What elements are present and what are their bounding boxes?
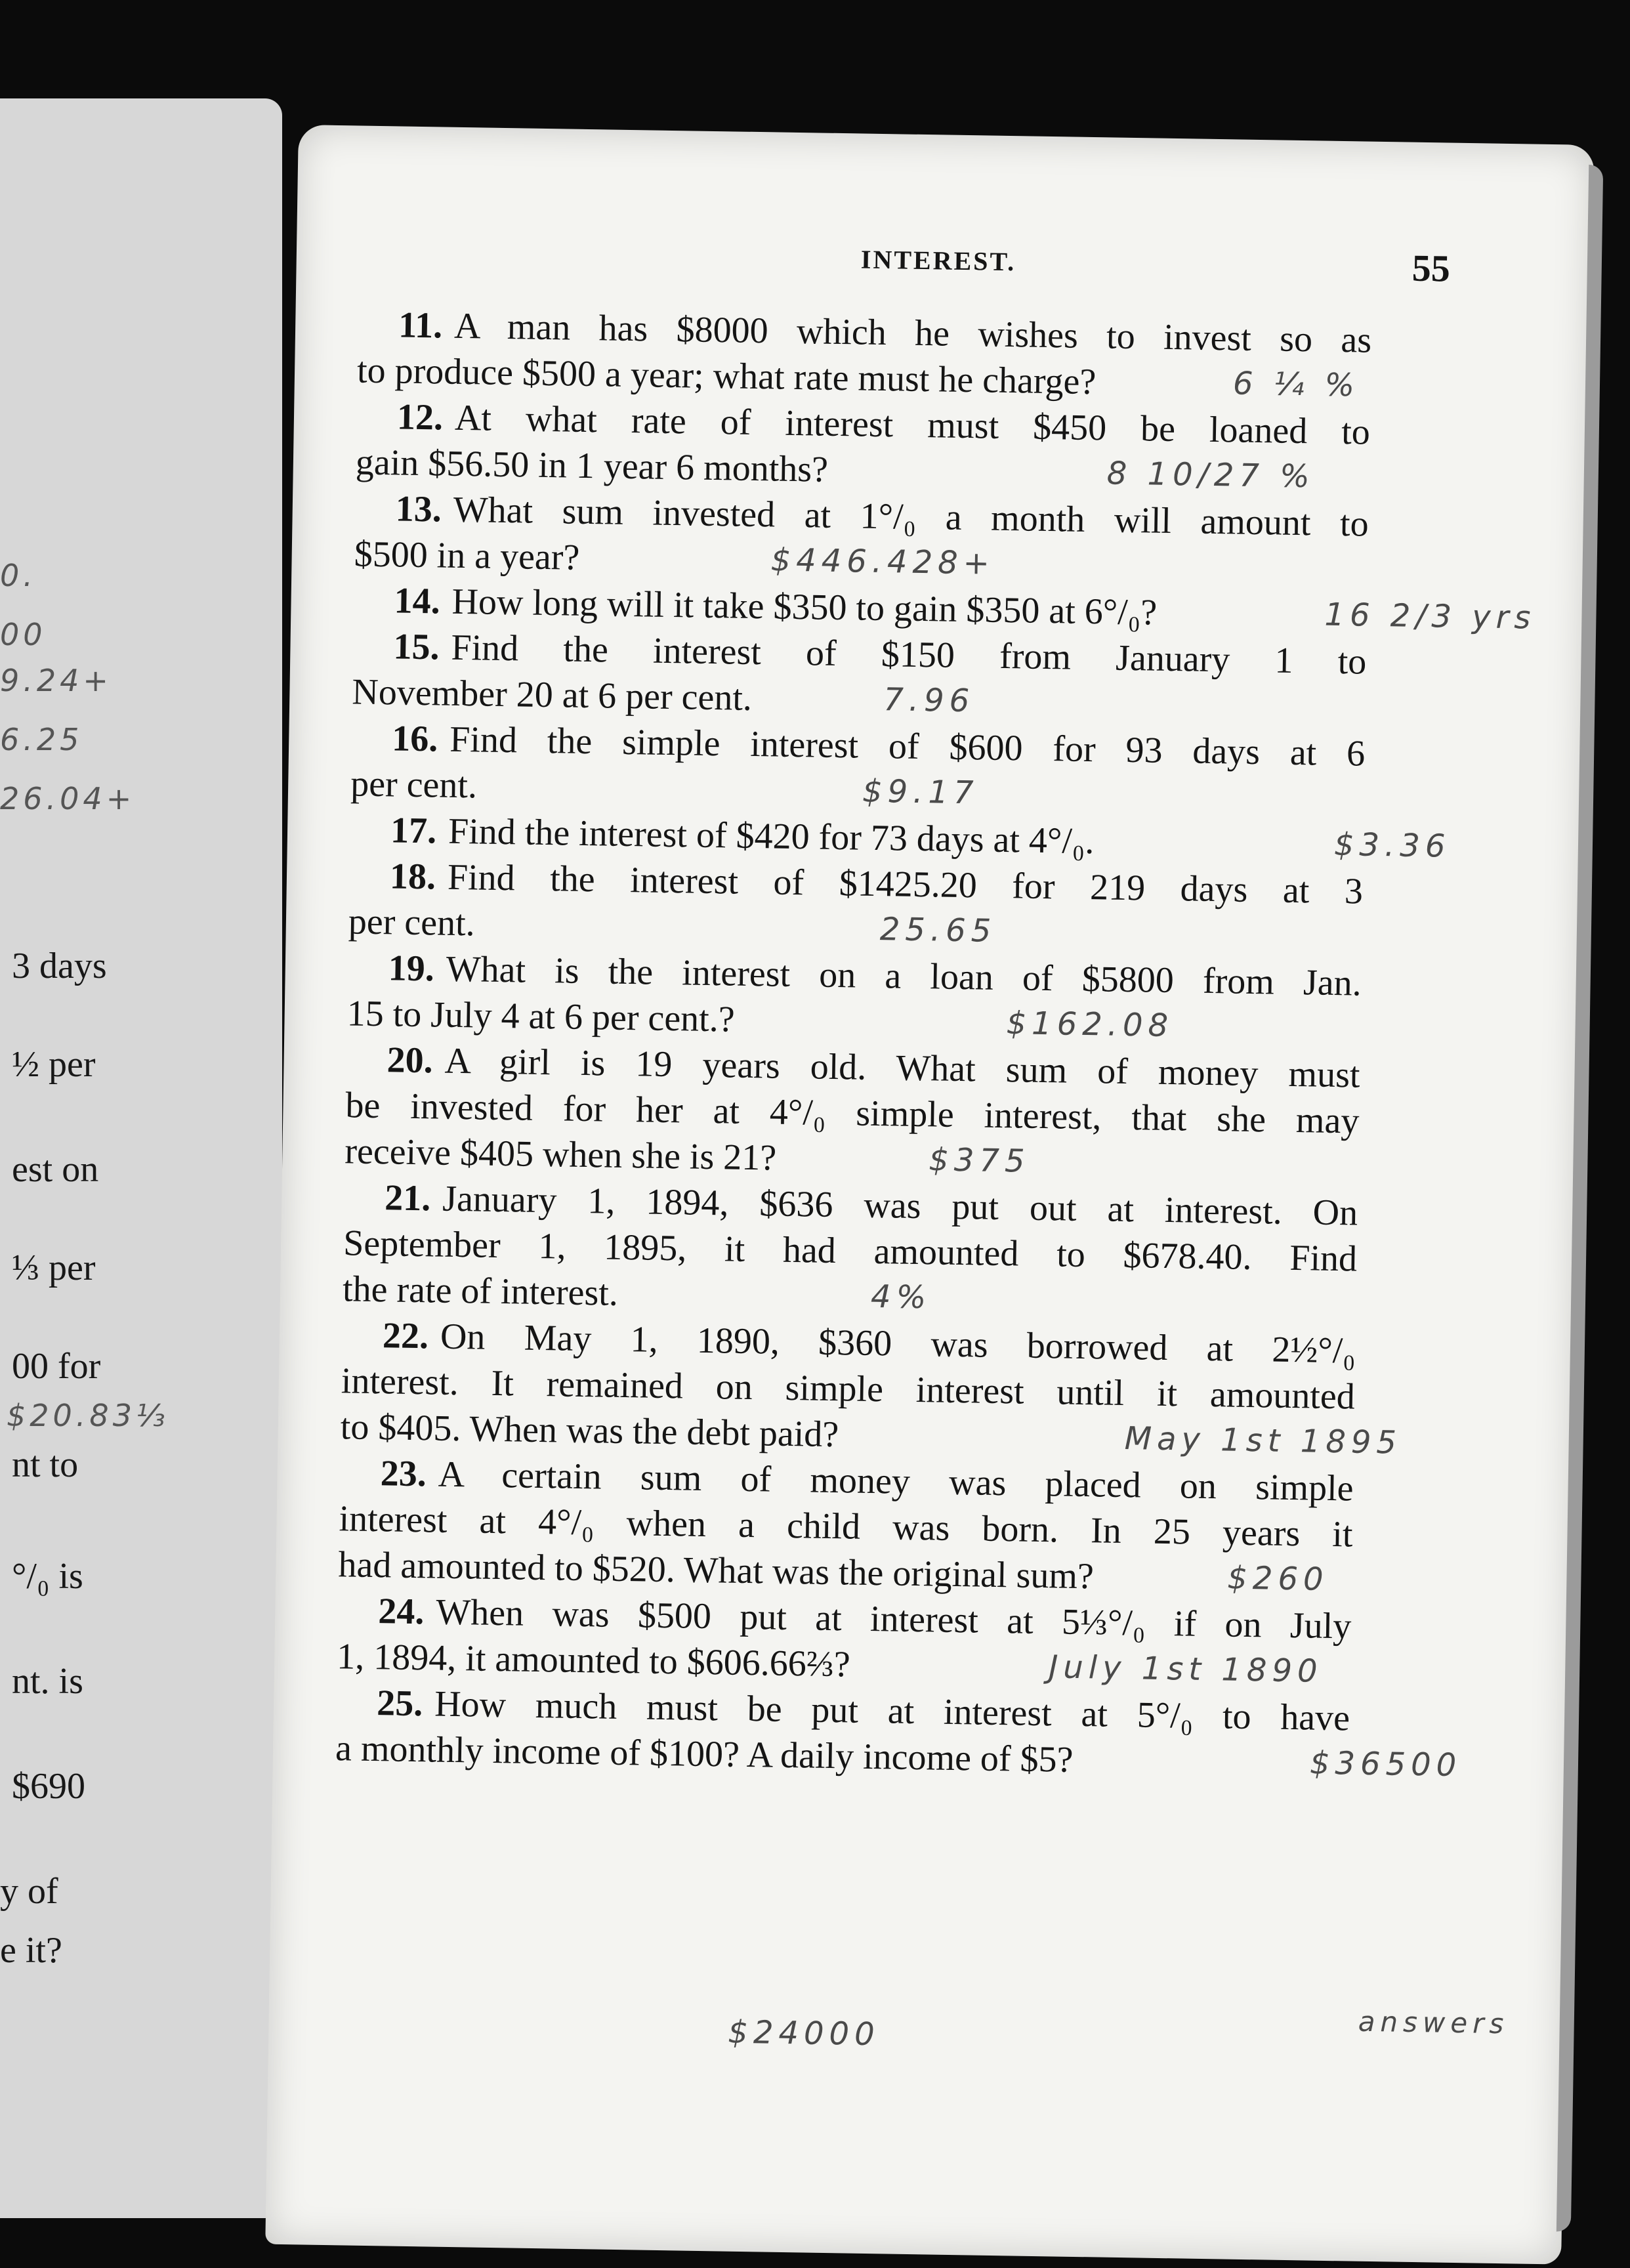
left-page-text-fragment: nt. is bbox=[12, 1661, 83, 1702]
handwritten-answer: May 1st 1895 bbox=[1124, 1420, 1402, 1461]
problem-text: per cent. bbox=[350, 763, 478, 807]
problem-text: the rate of interest. bbox=[342, 1269, 619, 1314]
problem-text: Find the simple interest of $600 for 93 days at 6 bbox=[449, 719, 1366, 774]
handwritten-answer: 4% bbox=[870, 1278, 932, 1316]
problem-text: A certain sum of money was placed on simple bbox=[438, 1454, 1354, 1509]
handwritten-answer: $162.08 bbox=[1006, 1005, 1174, 1045]
left-page-handwritten-note: 26.04+ bbox=[0, 781, 136, 816]
problem-text: January 1, 1894, $636 was put out at interest. On bbox=[442, 1178, 1358, 1234]
left-page-handwritten-note: 00 bbox=[0, 617, 47, 652]
left-page-text-fragment: ½ per bbox=[12, 1044, 96, 1085]
problem-number: 25. bbox=[376, 1683, 423, 1725]
handwritten-answer: $446.428+ bbox=[770, 541, 995, 582]
problem-text: receive $405 when she is 21? bbox=[344, 1131, 777, 1179]
problem-text: Find the interest of $1425.20 for 219 days at 3 bbox=[447, 856, 1364, 912]
handwritten-answer: 7.96 bbox=[883, 681, 975, 720]
left-page-text-fragment: nt to bbox=[12, 1444, 79, 1485]
problem-number: 16. bbox=[391, 718, 438, 760]
problem-text: Find the interest of $420 for 73 days at 4°/₀. bbox=[448, 810, 1095, 862]
page-header-title: INTEREST. bbox=[860, 244, 1016, 277]
problem-number: 23. bbox=[380, 1453, 427, 1495]
left-page-text-fragment: est on bbox=[12, 1149, 99, 1190]
problem-text: 15 to July 4 at 6 per cent.? bbox=[346, 993, 736, 1040]
handwritten-answer: $24000 bbox=[727, 2013, 881, 2053]
problem-text: How much must be put at interest at 5°/₀ to have bbox=[434, 1683, 1350, 1739]
left-page-handwritten-note: 9.24+ bbox=[0, 663, 112, 698]
problem-text: On May 1, 1890, $360 was borrowed at 2½°/₀ bbox=[440, 1316, 1356, 1372]
problem-number: 13. bbox=[395, 488, 442, 530]
problem-text: When was $500 put at interest at 5⅓°/₀ if on July bbox=[435, 1591, 1352, 1647]
left-page-text-fragment: 3 days bbox=[12, 946, 107, 986]
problem-text: to produce $500 a year; what rate must he charge? bbox=[356, 350, 1097, 403]
problem-text: Find the interest of $150 from January 1 to bbox=[451, 627, 1367, 682]
previous-page bbox=[0, 98, 282, 2218]
left-page-handwritten-note: 6.25 bbox=[0, 722, 83, 757]
handwritten-answer: 25.65 bbox=[879, 911, 997, 950]
problem-text: per cent. bbox=[348, 901, 476, 944]
problem-number: 14. bbox=[394, 580, 441, 622]
left-page-text-fragment: e it? bbox=[0, 1930, 62, 1971]
problem-number: 11. bbox=[398, 304, 443, 346]
problem-text: be invested for her at 4°/₀ simple interest, that she may bbox=[345, 1085, 1360, 1142]
page-edge bbox=[1557, 165, 1603, 2232]
problem-number: 24. bbox=[377, 1591, 425, 1633]
problem-text: $500 in a year? bbox=[354, 534, 580, 578]
problem-number: 21. bbox=[384, 1177, 431, 1219]
problem-text: What sum invested at 1°/₀ a month will amount to bbox=[453, 489, 1369, 545]
problem-text: to $405. When was the debt paid? bbox=[340, 1406, 839, 1456]
problem-number: 12. bbox=[396, 396, 444, 438]
problem-number: 19. bbox=[388, 948, 435, 990]
left-page-handwritten-note: $20.83⅓ bbox=[7, 1398, 169, 1433]
problem-text: interest at 4°/₀ when a child was born. In 25 years it bbox=[339, 1498, 1353, 1555]
problem-text: had amounted to $520. What was the original sum? bbox=[338, 1544, 1095, 1597]
handwritten-answer: $375 bbox=[928, 1141, 1030, 1180]
problem-text: 1, 1894, it amounted to $606.66⅔? bbox=[336, 1636, 851, 1685]
problem-text: A girl is 19 years old. What sum of money must bbox=[444, 1040, 1360, 1096]
handwritten-answer: 8 10/27 % bbox=[1106, 455, 1316, 495]
problem-number: 18. bbox=[389, 856, 436, 898]
handwritten-margin-word: answers bbox=[1358, 2005, 1509, 2040]
problem-number: 20. bbox=[387, 1040, 434, 1082]
problem-text: What is the interest on a loan of $5800 from Jan. bbox=[446, 948, 1362, 1004]
problem-text: interest. It remained on simple interest until it amounted bbox=[341, 1360, 1356, 1418]
problem-text: November 20 at 6 per cent. bbox=[351, 671, 753, 719]
problem-number: 15. bbox=[393, 626, 440, 668]
handwritten-answer: $260 bbox=[1226, 1559, 1329, 1598]
left-page-text-fragment: °/₀ is bbox=[12, 1556, 83, 1597]
handwritten-answer: $36500 bbox=[1309, 1744, 1462, 1784]
page-number: 55 bbox=[1411, 246, 1451, 290]
book-page bbox=[265, 125, 1594, 2265]
problem-text: At what rate of interest must $450 be loaned to bbox=[454, 397, 1371, 453]
problem-number: 17. bbox=[390, 810, 437, 852]
left-page-handwritten-note: 0. bbox=[0, 558, 37, 593]
handwritten-answer: 16 2/3 yrs bbox=[1324, 596, 1536, 637]
problem-text: How long will it take $350 to gain $350 at 6°/₀? bbox=[451, 581, 1158, 633]
left-page-text-fragment: $690 bbox=[12, 1766, 85, 1807]
problem-text: A man has $8000 which he wishes to invest so as bbox=[453, 305, 1372, 361]
problem-text: a monthly income of $100? A daily income of $5? bbox=[335, 1728, 1074, 1780]
problem-number: 22. bbox=[382, 1315, 429, 1357]
handwritten-answer: $9.17 bbox=[862, 772, 979, 812]
handwritten-answer: $3.36 bbox=[1333, 826, 1451, 865]
handwritten-answer: July 1st 1890 bbox=[1048, 1648, 1323, 1690]
problem-text: September 1, 1895, it had amounted to $678.40. Find bbox=[343, 1223, 1358, 1280]
problem-text: gain $56.50 in 1 year 6 months? bbox=[355, 442, 829, 490]
handwritten-answer: 6 ¼ % bbox=[1232, 365, 1360, 404]
left-page-text-fragment: 00 for bbox=[12, 1346, 101, 1387]
left-page-text-fragment: ⅓ per bbox=[12, 1248, 96, 1288]
left-page-text-fragment: y of bbox=[0, 1871, 58, 1912]
